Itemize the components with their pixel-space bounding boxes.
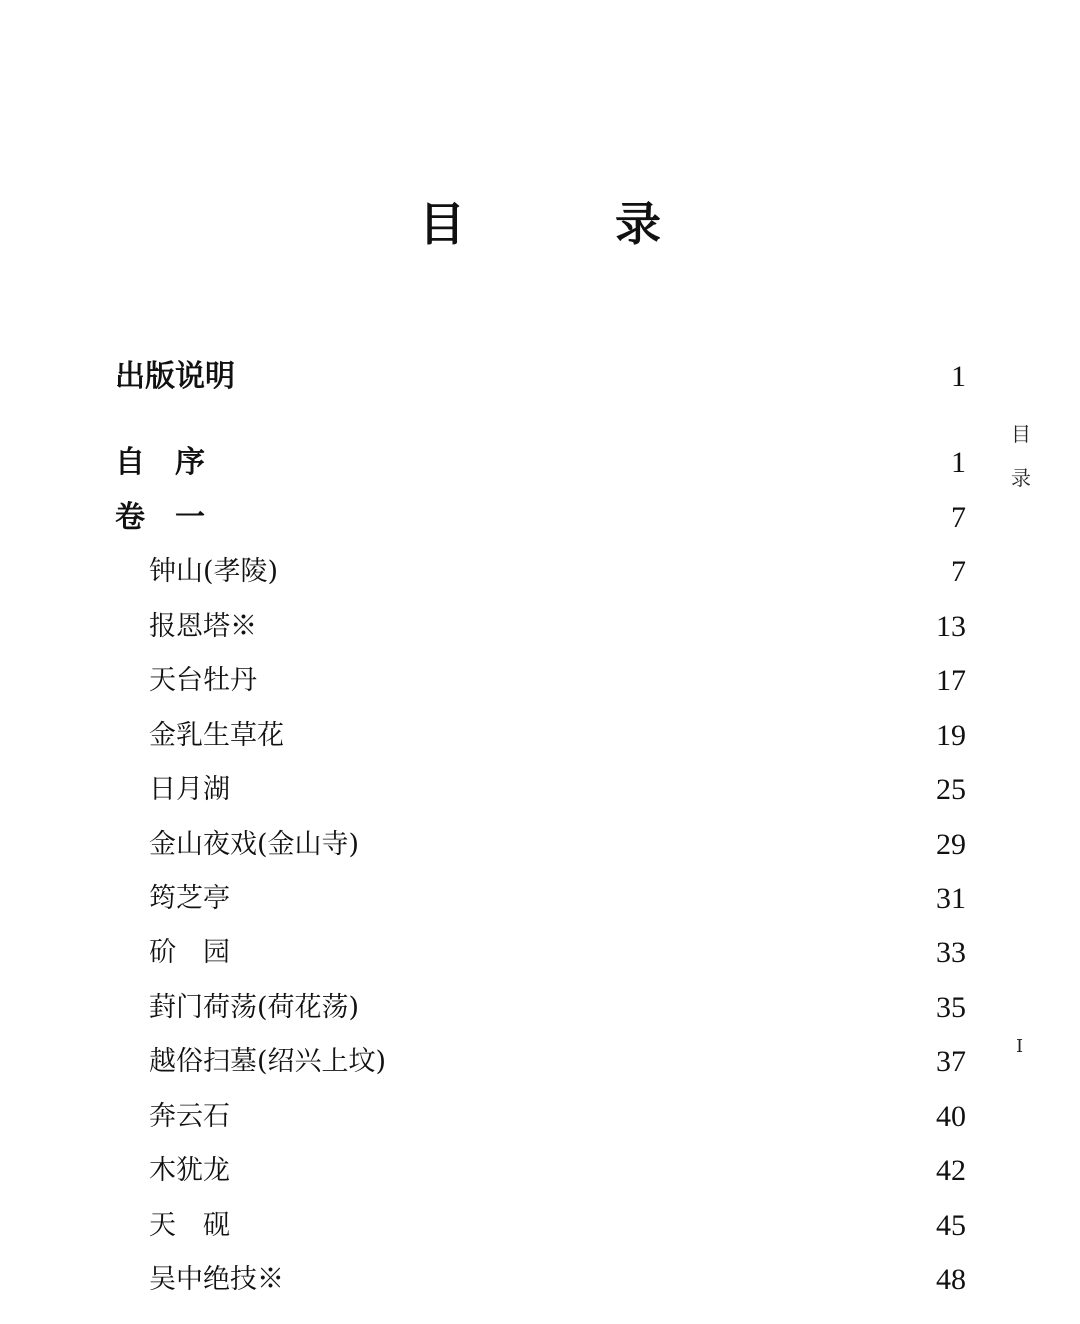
dot-leader xyxy=(256,441,930,485)
toc-entry-page: 7 xyxy=(951,501,966,534)
toc-entry-page: 42 xyxy=(936,1154,966,1187)
toc-entry-label: 自 序 xyxy=(115,445,205,480)
toc-entry-page: 35 xyxy=(936,991,966,1024)
dot-leader xyxy=(417,986,913,1030)
dot-leader xyxy=(330,550,930,594)
toc-entry-page: 45 xyxy=(936,1209,966,1242)
toc-entry-page: 29 xyxy=(936,828,966,861)
toc-entry-label: 钟山(孝陵) xyxy=(149,556,279,587)
toc-entry-label: 出版说明 xyxy=(115,359,235,394)
toc-entry[interactable] xyxy=(0,931,1080,975)
toc-entry-label: 越俗扫墓(绍兴上坟) xyxy=(149,1046,387,1077)
toc-entry[interactable] xyxy=(0,605,1080,649)
toc-entry[interactable] xyxy=(0,659,1080,703)
toc-entry[interactable] xyxy=(0,496,1080,540)
toc-entry-page: 13 xyxy=(936,610,966,643)
dot-leader xyxy=(300,1258,913,1302)
toc-entry-label: 吴中绝技※ xyxy=(149,1264,284,1295)
running-header-char: 录 xyxy=(1011,466,1031,490)
toc-entry[interactable] xyxy=(0,714,1080,758)
dot-leader xyxy=(300,714,913,758)
toc-entry-page: 48 xyxy=(936,1263,966,1296)
toc-entry-label: 奔云石 xyxy=(149,1101,230,1132)
page-title: 目 录 xyxy=(419,197,713,251)
toc-entry[interactable] xyxy=(0,1258,1080,1302)
toc-entry-label: 天 砚 xyxy=(149,1210,230,1241)
toc-entry-page: 1 xyxy=(951,360,966,393)
toc-entry[interactable] xyxy=(0,1204,1080,1248)
toc-entry-page: 19 xyxy=(936,719,966,752)
page-number: I xyxy=(1016,1036,1024,1057)
toc-entry[interactable] xyxy=(0,1040,1080,1084)
toc-entry[interactable] xyxy=(0,550,1080,594)
toc-entry-page: 31 xyxy=(936,882,966,915)
toc-entry[interactable] xyxy=(0,768,1080,812)
toc-entry-label: 报恩塔※ xyxy=(149,611,257,642)
toc-entry-page: 40 xyxy=(936,1100,966,1133)
dot-leader xyxy=(273,877,913,921)
toc-entry[interactable] xyxy=(0,823,1080,867)
toc-entry[interactable] xyxy=(0,986,1080,1030)
dot-leader xyxy=(256,496,930,540)
toc-entry-page: 1 xyxy=(951,446,966,479)
toc-entry[interactable] xyxy=(0,1095,1080,1139)
running-header-char: 目 xyxy=(1011,422,1031,446)
toc-entry-page: 37 xyxy=(936,1045,966,1078)
toc-entry[interactable] xyxy=(0,355,1080,399)
dot-leader xyxy=(273,659,913,703)
dot-leader xyxy=(273,605,913,649)
dot-leader xyxy=(290,355,930,399)
dot-leader xyxy=(273,1204,913,1248)
dot-leader xyxy=(273,768,913,812)
toc-entry-label: 金山夜戏(金山寺) xyxy=(149,829,360,860)
toc-entry-label: 金乳生草花 xyxy=(149,720,284,751)
toc-entry-label: 天台牡丹 xyxy=(149,665,257,696)
running-header xyxy=(1008,412,1034,500)
toc-entry-page: 25 xyxy=(936,773,966,806)
toc-entry[interactable] xyxy=(0,877,1080,921)
toc-entry-label: 砎 园 xyxy=(149,937,230,968)
dot-leader xyxy=(273,1149,913,1193)
toc-entry-label: 木犹龙 xyxy=(149,1155,230,1186)
dot-leader xyxy=(273,1095,913,1139)
toc-entry-page: 33 xyxy=(936,936,966,969)
toc-entry[interactable] xyxy=(0,441,1080,485)
toc-entry-page: 17 xyxy=(936,664,966,697)
toc-entry[interactable] xyxy=(0,1149,1080,1193)
dot-leader xyxy=(453,1040,913,1084)
toc-entry-label: 葑门荷荡(荷花荡) xyxy=(149,992,360,1023)
toc-entry-label: 筠芝亭 xyxy=(149,883,230,914)
toc-entry-label: 日月湖 xyxy=(149,774,230,805)
dot-leader xyxy=(417,823,913,867)
toc-entry-page: 7 xyxy=(951,555,966,588)
toc-entry-label: 卷 一 xyxy=(115,500,205,535)
dot-leader xyxy=(273,931,913,975)
